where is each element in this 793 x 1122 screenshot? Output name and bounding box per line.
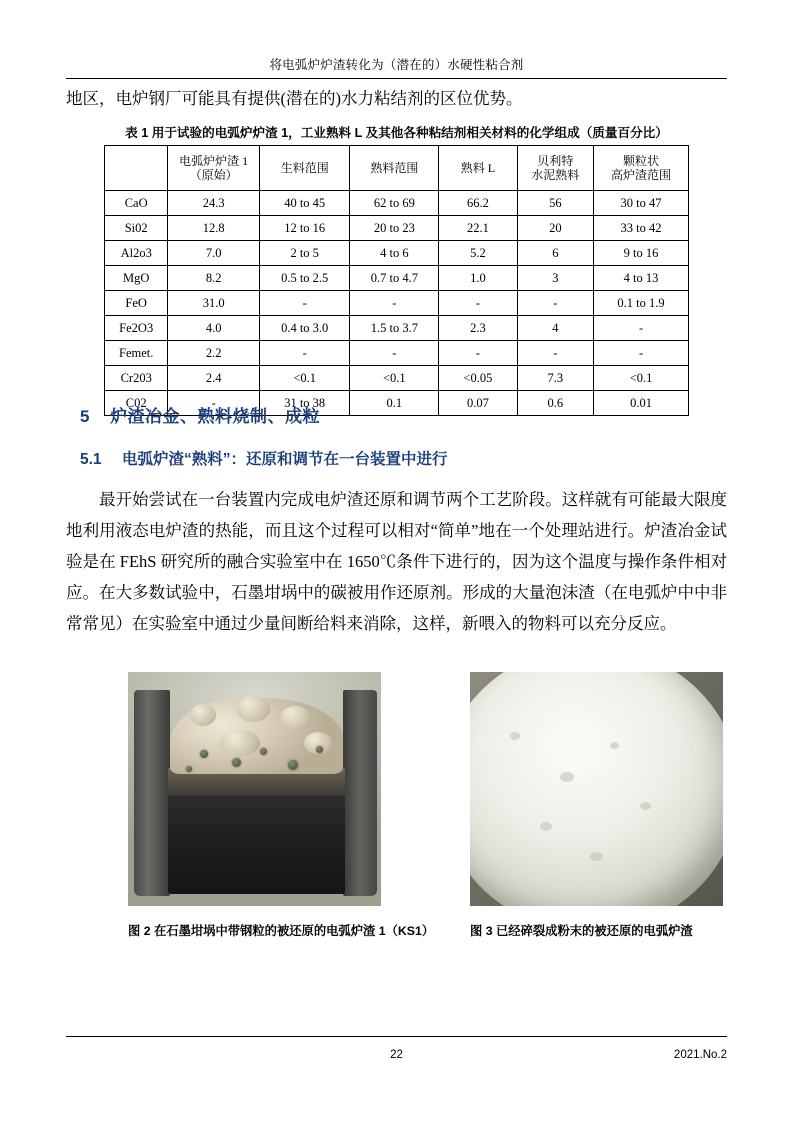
row-cell: 4 to 6 bbox=[350, 241, 439, 266]
steel-granule bbox=[260, 748, 267, 755]
row-cell: 2.3 bbox=[439, 316, 517, 341]
powder-texture bbox=[610, 742, 619, 749]
steel-granule bbox=[316, 746, 323, 753]
row-cell: 7.0 bbox=[168, 241, 260, 266]
row-cell: - bbox=[259, 291, 350, 316]
powder-texture bbox=[590, 852, 603, 861]
row-cell: 62 to 69 bbox=[350, 191, 439, 216]
powder-disc bbox=[470, 672, 723, 906]
row-label: MgO bbox=[105, 266, 168, 291]
table-header-cell-3: 熟料范围 bbox=[350, 146, 439, 191]
row-cell: 56 bbox=[517, 191, 594, 216]
row-cell: 20 to 23 bbox=[350, 216, 439, 241]
table-header-cell-5 bbox=[517, 146, 594, 191]
intro-paragraph: 地区，电炉钢厂可能具有提供(潜在的)水力粘结剂的区位优势。 bbox=[66, 89, 523, 108]
row-cell: 22.1 bbox=[439, 216, 517, 241]
row-cell: - bbox=[350, 291, 439, 316]
row-cell: 2.4 bbox=[168, 366, 260, 391]
table-row bbox=[105, 291, 689, 316]
powder-texture bbox=[560, 772, 574, 782]
steel-granule bbox=[200, 750, 208, 758]
row-cell: 0.4 to 3.0 bbox=[259, 316, 350, 341]
table-header-cell-6 bbox=[594, 146, 689, 191]
row-cell: 0.6 bbox=[517, 391, 594, 416]
subsection-title: 电弧炉渣“熟料”：还原和调节在一台装置中进行 bbox=[122, 451, 448, 468]
table-row bbox=[105, 366, 689, 391]
row-label: CaO bbox=[105, 191, 168, 216]
row-cell: 40 to 45 bbox=[259, 191, 350, 216]
row-cell: 20 bbox=[517, 216, 594, 241]
row-cell: 24.3 bbox=[168, 191, 260, 216]
table-caption: 表 1 用于试验的电弧炉炉渣 1，工业熟料 L 及其他各种粘结剂相关材料的化学组成（质量百分比） bbox=[125, 126, 668, 140]
header-line-6a: 颗粒状 bbox=[623, 154, 660, 168]
footer-page-number: 22 bbox=[390, 1049, 403, 1061]
crucible-wall-right bbox=[343, 690, 377, 896]
row-cell: 5.2 bbox=[439, 241, 517, 266]
row-cell: 6 bbox=[517, 241, 594, 266]
table-header-cell-0 bbox=[105, 146, 168, 191]
footer-rule bbox=[66, 1036, 727, 1037]
row-cell: 31.0 bbox=[168, 291, 260, 316]
row-cell: 12.8 bbox=[168, 216, 260, 241]
row-cell: 2 to 5 bbox=[259, 241, 350, 266]
header-line-5b: 水泥熟料 bbox=[531, 168, 580, 182]
slag-lump bbox=[220, 730, 260, 756]
row-cell: 0.01 bbox=[594, 391, 689, 416]
row-label: Fe2O3 bbox=[105, 316, 168, 341]
row-cell: 0.5 to 2.5 bbox=[259, 266, 350, 291]
section-title: 炉渣冶金、熟料烧制、成粒 bbox=[110, 407, 320, 426]
running-header: 将电弧炉炉渣转化为（潜在的）水硬性粘合剂 bbox=[269, 58, 524, 72]
row-cell: 66.2 bbox=[439, 191, 517, 216]
row-cell: 4 to 13 bbox=[594, 266, 689, 291]
steel-granule bbox=[186, 766, 192, 772]
body-paragraph: 最开始尝试在一台装置内完成电炉渣还原和调节两个工艺阶段。这样就有可能最大限度地利用液态电炉渣的热能，而且这个过程可以相对“简单”地在一个处理站进行。炉渣冶金试验是在 FEhS 研究所的融合实验室中在 1650℃条件下进行的，因为这个温度与操作条件相对应。在大多数试验中，石墨坩埚中的碳被用作还原剂。形成的大量泡沫渣（在电弧炉中中非常常见）在实验室中通过少量间断给料来消除，这样，新喂入的物料可以充分反应。 bbox=[66, 490, 727, 633]
section-heading-5 bbox=[80, 402, 320, 427]
table-body bbox=[105, 191, 689, 416]
steel-granule bbox=[232, 758, 241, 767]
row-cell: 2.2 bbox=[168, 341, 260, 366]
row-cell: 33 to 42 bbox=[594, 216, 689, 241]
row-cell: - bbox=[439, 341, 517, 366]
header-line-1b: （原始） bbox=[189, 168, 238, 182]
figure-3-caption: 图 3 已经碎裂成粉末的被还原的电弧炉渣 bbox=[470, 924, 693, 938]
row-label: Cr203 bbox=[105, 366, 168, 391]
page-content bbox=[66, 0, 727, 1122]
table-row bbox=[105, 216, 689, 241]
row-cell: 0.7 to 4.7 bbox=[350, 266, 439, 291]
row-cell: 3 bbox=[517, 266, 594, 291]
row-cell: 9 to 16 bbox=[594, 241, 689, 266]
row-cell: 7.3 bbox=[517, 366, 594, 391]
row-cell: - bbox=[168, 391, 260, 416]
row-cell: 0.1 bbox=[350, 391, 439, 416]
row-cell: 0.1 to 1.9 bbox=[594, 291, 689, 316]
row-cell: 30 to 47 bbox=[594, 191, 689, 216]
steel-granule bbox=[288, 760, 298, 770]
row-cell: 1.5 to 3.7 bbox=[350, 316, 439, 341]
table-header bbox=[105, 146, 689, 191]
row-cell: - bbox=[517, 341, 594, 366]
table-header-cell-1 bbox=[168, 146, 260, 191]
figure-3-image bbox=[470, 672, 723, 906]
row-label: Al2o3 bbox=[105, 241, 168, 266]
row-cell: 0.07 bbox=[439, 391, 517, 416]
row-cell: <0.05 bbox=[439, 366, 517, 391]
slag-dark-layer bbox=[168, 790, 345, 894]
row-cell: <0.1 bbox=[594, 366, 689, 391]
chemical-composition-table bbox=[104, 145, 689, 416]
row-cell: <0.1 bbox=[259, 366, 350, 391]
row-label: Si02 bbox=[105, 216, 168, 241]
row-cell: - bbox=[594, 316, 689, 341]
row-label: FeO bbox=[105, 291, 168, 316]
row-cell: - bbox=[350, 341, 439, 366]
row-cell: - bbox=[439, 291, 517, 316]
table-row bbox=[105, 341, 689, 366]
row-cell: 31 to 38 bbox=[259, 391, 350, 416]
slag-lump bbox=[190, 704, 216, 726]
row-cell: 8.2 bbox=[168, 266, 260, 291]
footer-issue: 2021.No.2 bbox=[673, 1049, 727, 1061]
row-label: C02 bbox=[105, 391, 168, 416]
figure-2-caption: 图 2 在石墨坩埚中带钢粒的被还原的电弧炉渣 1（KS1） bbox=[128, 924, 435, 938]
table-row bbox=[105, 191, 689, 216]
table-row bbox=[105, 266, 689, 291]
row-cell: 1.0 bbox=[439, 266, 517, 291]
header-line-1a: 电弧炉炉渣 1 bbox=[179, 154, 249, 168]
section-number: 5 bbox=[80, 407, 90, 426]
row-cell: <0.1 bbox=[350, 366, 439, 391]
row-label: Femet. bbox=[105, 341, 168, 366]
header-rule bbox=[66, 78, 727, 79]
section-heading-5-1 bbox=[80, 447, 448, 469]
table-row bbox=[105, 241, 689, 266]
slag-lump bbox=[280, 706, 310, 730]
photo-powder-slag bbox=[470, 672, 723, 906]
table-header-cell-2: 生料范围 bbox=[259, 146, 350, 191]
row-cell: 4 bbox=[517, 316, 594, 341]
powder-texture bbox=[640, 802, 651, 810]
crucible-wall-left bbox=[134, 690, 170, 896]
table-header-row bbox=[105, 146, 689, 191]
powder-texture bbox=[540, 822, 552, 831]
powder-texture bbox=[510, 732, 520, 740]
slag-lump bbox=[236, 696, 270, 722]
row-cell: - bbox=[259, 341, 350, 366]
table-row bbox=[105, 316, 689, 341]
subsection-number: 5.1 bbox=[80, 451, 102, 468]
header-line-5a: 贝利特 bbox=[537, 154, 574, 168]
photo-slag-crucible bbox=[128, 672, 381, 906]
row-cell: 4.0 bbox=[168, 316, 260, 341]
figure-2-image bbox=[128, 672, 381, 906]
row-cell: 12 to 16 bbox=[259, 216, 350, 241]
header-line-6b: 高炉渣范围 bbox=[611, 168, 672, 182]
row-cell: - bbox=[594, 341, 689, 366]
table-header-cell-4: 熟料 L bbox=[439, 146, 517, 191]
row-cell: - bbox=[517, 291, 594, 316]
